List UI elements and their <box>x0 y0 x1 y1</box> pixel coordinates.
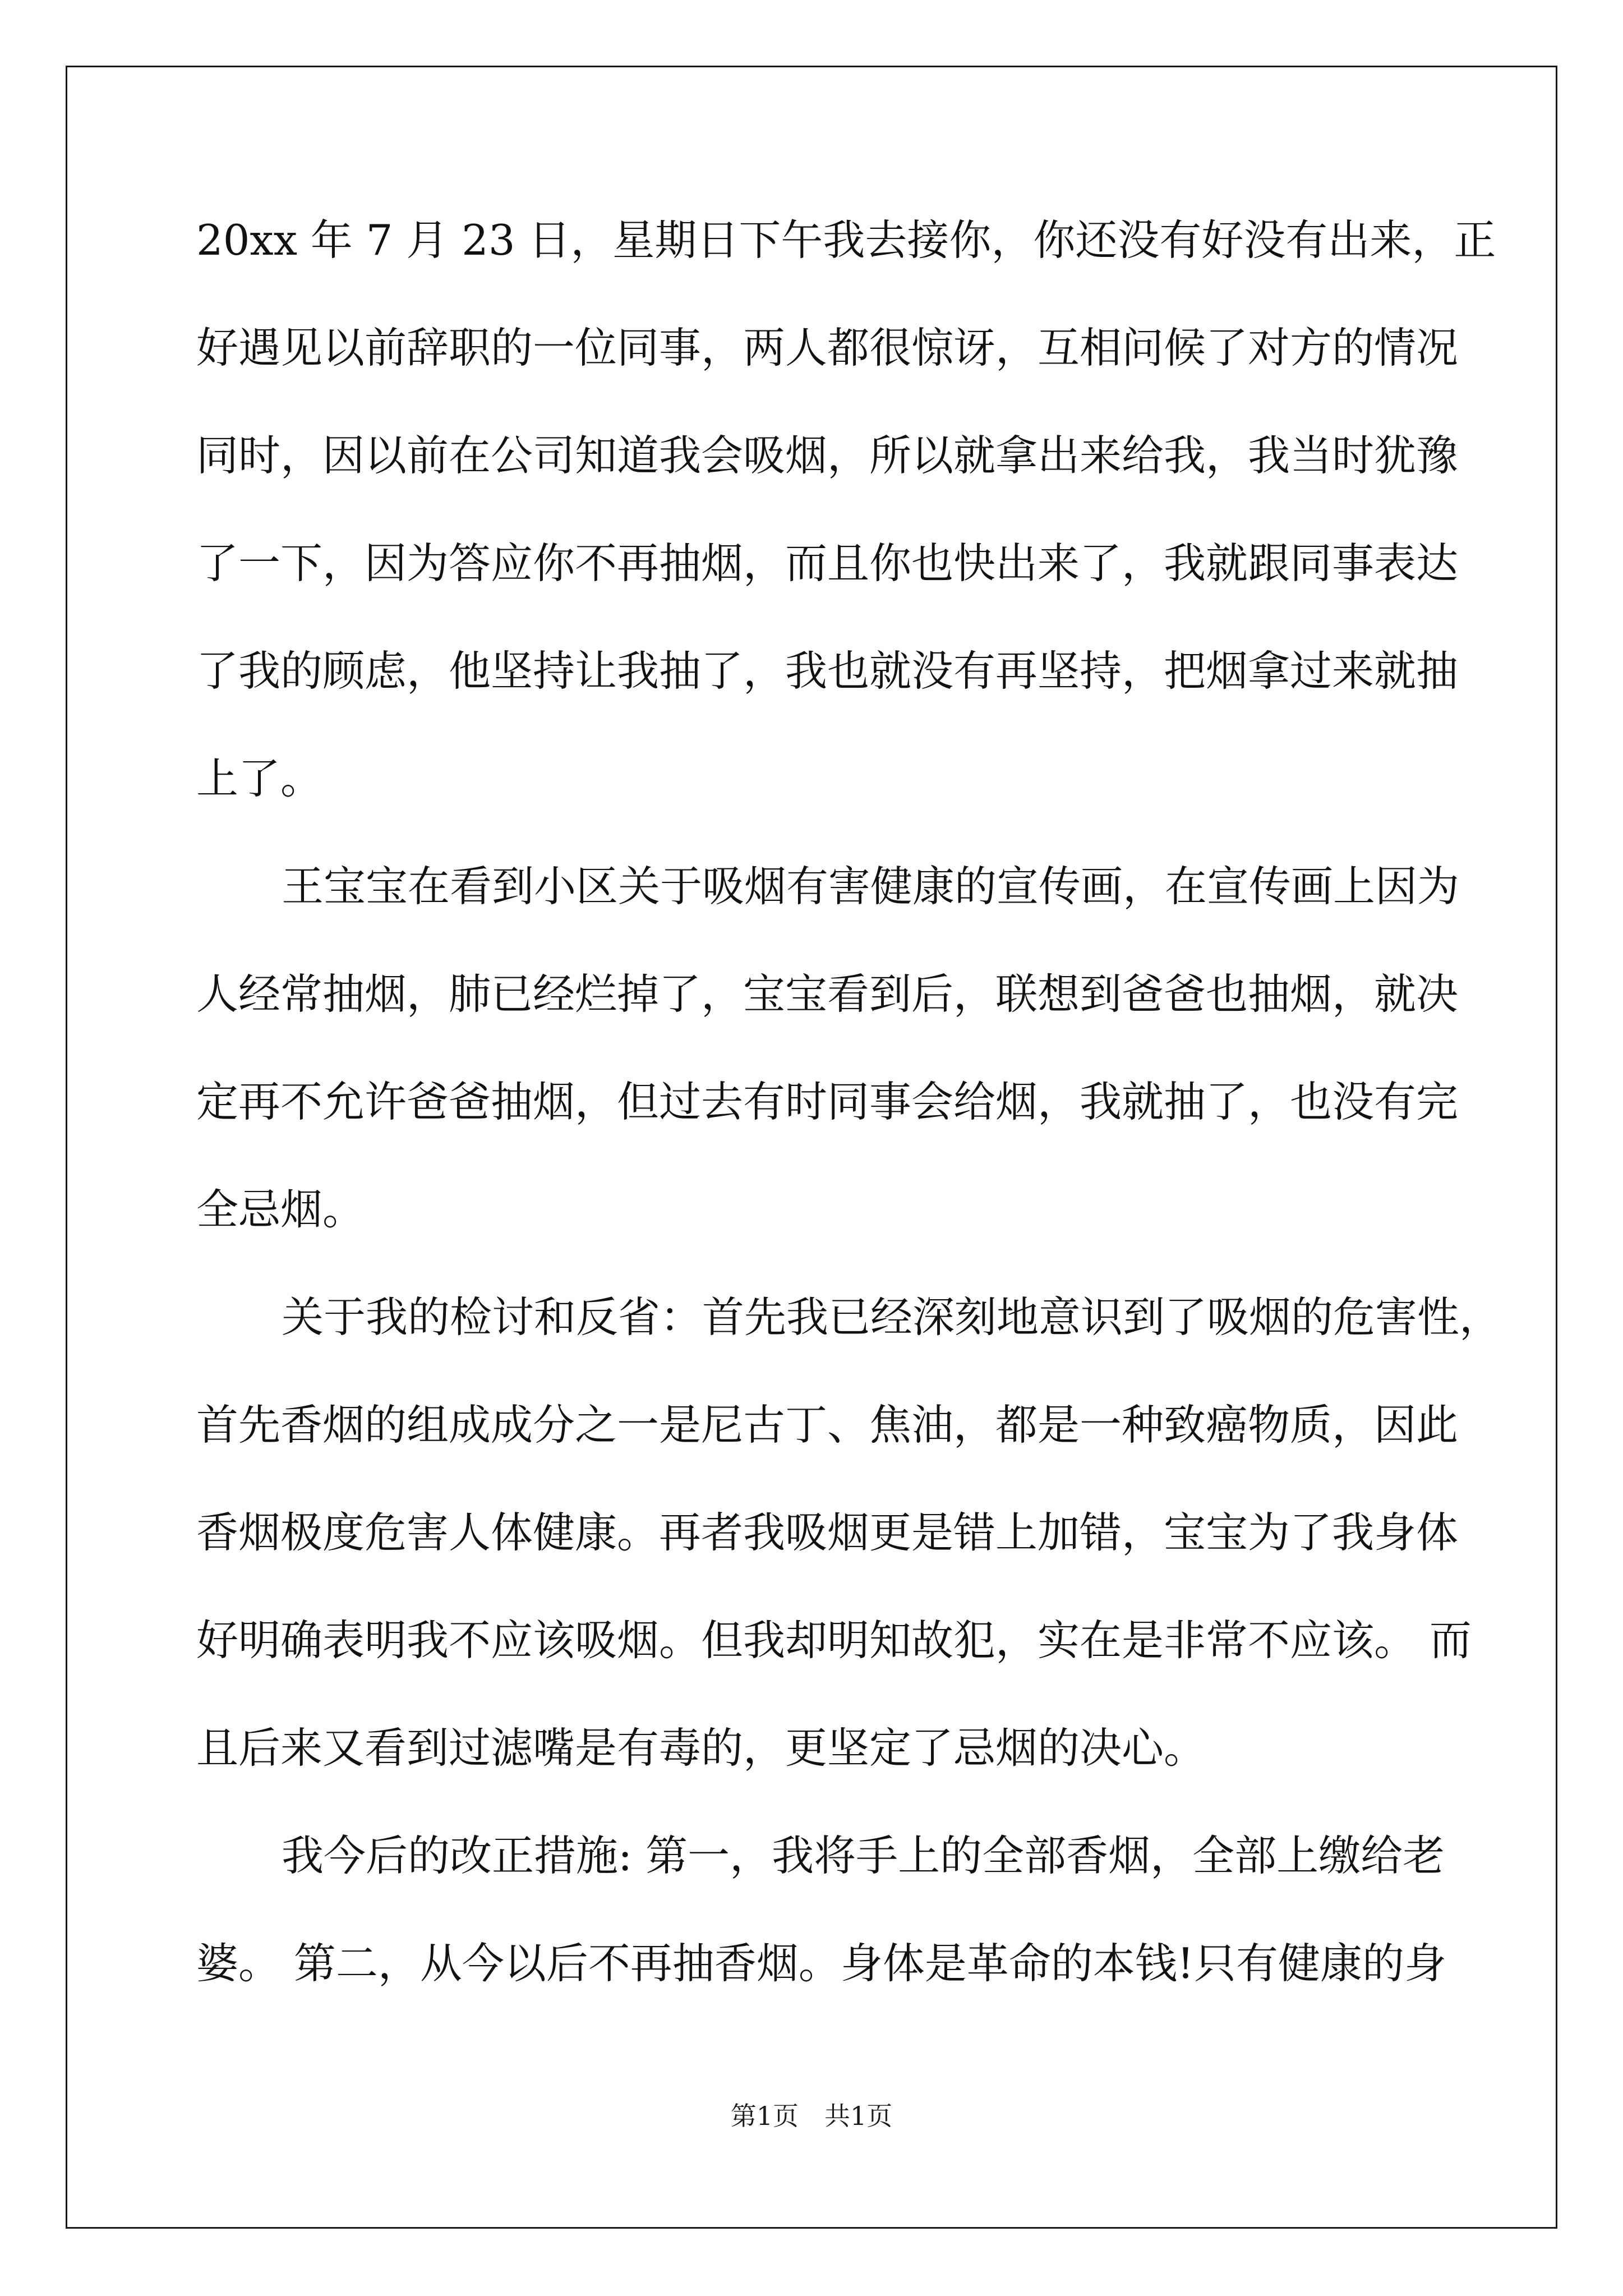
text-line: 王宝宝在看到小区关于吸烟有害健康的宣传画，在宣传画上因为 <box>282 862 1460 911</box>
document-body <box>196 213 1502 1991</box>
text-line: 20xx 年 7 月 23 日，星期日下午我去接你，你还没有好没有出来，正 <box>196 215 1496 265</box>
text-line: 人经常抽烟，肺已经烂掉了，宝宝看到后，联想到爸爸也抽烟，就决 <box>196 969 1459 1019</box>
text-line: 好遇见以前辞职的一位同事，两人都很惊讶，互相问候了对方的情况 <box>196 323 1459 372</box>
text-line: 上了。 <box>196 754 323 803</box>
text-line: 我今后的改正措施: 第一，我将手上的全部香烟，全部上缴给老 <box>282 1831 1445 1880</box>
page-number: 第1页 <box>730 2101 799 2131</box>
text-line: 了一下，因为答应你不再抽烟，而且你也快出来了，我就跟同事表达 <box>196 539 1459 588</box>
page-total: 共1页 <box>824 2101 893 2131</box>
text-line: 全忌烟。 <box>196 1185 365 1234</box>
text-line: 香烟极度危害人体健康。再者我吸烟更是错上加错，宝宝为了我身体 <box>196 1508 1459 1557</box>
page-footer <box>0 2100 1623 2132</box>
text-line: 关于我的检讨和反省：首先我已经深刻地意识到了吸烟的危害性， <box>282 1292 1502 1342</box>
text-line: 定再不允许爸爸抽烟，但过去有时同事会给烟，我就抽了，也没有完 <box>196 1077 1459 1126</box>
text-line: 婆。 第二，从今以后不再抽香烟。身体是革命的本钱!只有健康的身 <box>196 1939 1446 1988</box>
text-line: 好明确表明我不应该吸烟。但我却明知故犯，实在是非常不应该。 而 <box>196 1616 1472 1665</box>
text-line: 首先香烟的组成成分之一是尼古丁、焦油，都是一种致癌物质，因此 <box>196 1400 1459 1450</box>
text-line: 且后来又看到过滤嘴是有毒的，更坚定了忌烟的决心。 <box>196 1723 1206 1773</box>
text-line: 了我的顾虑，他坚持让我抽了，我也就没有再坚持，把烟拿过来就抽 <box>196 646 1459 696</box>
text-line: 同时，因以前在公司知道我会吸烟，所以就拿出来给我，我当时犹豫 <box>196 431 1459 480</box>
